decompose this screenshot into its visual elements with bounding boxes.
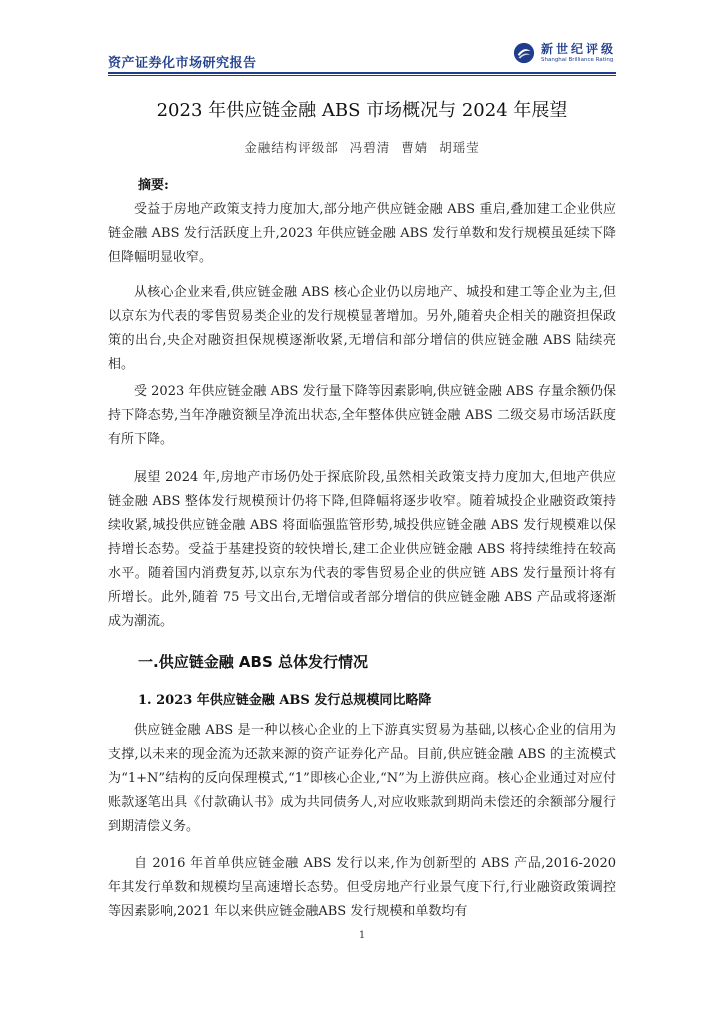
abstract-paragraph: 受益于房地产政策支持力度加大,部分地产供应链金融 ABS 重启,叠加建工企业供应链金融 ABS 发行活跃度上升,2023 年供应链金融 ABS 发行单数和发行规模虽延续下降但降幅明显收窄。 — [108, 202, 616, 265]
page-number: 1 — [358, 930, 366, 941]
abstract-paragraph: 从核心企业来看,供应链金融 ABS 核心企业仍以房地产、城投和建工等企业为主,但以京东为代表的零售贸易类企业的发行规模显著增加。另外,随着央企相关的融资担保政策的出台,央企对融资担保规模逐渐收紧,无增信和部分增信的供应链金融 ABS 陆续亮相。 — [108, 285, 616, 372]
abstract-paragraph: 展望 2024 年,房地产市场仍处于探底阶段,虽然相关政策支持力度加大,但地产供应链金融 ABS 整体发行规模预计仍将下降,但降幅将逐步收窄。随着城投企业融资政策持续收紧,城投供应链金融 ABS 将面临强监管形势,城投供应链金融 ABS 发行规模难以保持增长态势。受益于基建投资的较快增长,建工企业供应链金融 ABS 将持续维持在较高水平。随着国内消费复苏,以京东为代表的零售贸易企业的供应链 ABS 发行量预计将有所增长。此外,随着 75 号文出台,无增信或者部分增信的供应链金融 ABS 产品或将逐渐成为潮流。 — [108, 470, 616, 629]
logo-en-text: Shanghai Brilliance Rating — [540, 57, 614, 63]
subsection-heading: 1. 2023 年供应链金融 ABS 发行总规模同比略降 — [138, 693, 432, 708]
brand-logo-icon — [513, 42, 535, 64]
abstract-label: 摘要: — [138, 178, 169, 193]
logo-cn-text: 新世纪评级 — [540, 42, 616, 56]
body-paragraph: 供应链金融 ABS 是一种以核心企业的上下游真实贸易为基础,以核心企业的信用为支撑,以未来的现金流为还款来源的资产证券化产品。目前,供应链金融 ABS 的主流模式为“1+N”结构的反向保理模式,“1”即核心企业,“N”为上游供应商。核心企业通过对应付账款逐笔出具《付款确认书》成为共同债务人,对应收账款到期尚未偿还的余额部分履行到期清偿义务。 — [108, 723, 616, 834]
abstract-paragraph: 受 2023 年供应链金融 ABS 发行量下降等因素影响,供应链金融 ABS 存量余额仍保持下降态势,当年净融资额呈净流出状态,全年整体供应链金融 ABS 二级交易市场活跃度有所下降。 — [108, 384, 616, 447]
body-paragraph: 自 2016 年首单供应链金融 ABS 发行以来,作为创新型的 ABS 产品,2016-2020 年其发行单数和规模均呈高速增长态势。但受房地产行业景气度下行,行业融资政策调控等因素影响,2021 年以来供应链金融ABS 发行规模和单数均有 — [108, 856, 616, 919]
brand-logo — [513, 38, 616, 68]
header-divider — [108, 72, 616, 74]
page-header — [108, 34, 616, 74]
document-title: 2023 年供应链金融 ABS 市场概况与 2024 年展望 — [156, 100, 568, 121]
header-section-title: 资产证券化市场研究报告 — [108, 56, 257, 71]
header-divider-thin — [108, 75, 616, 76]
document-authors: 金融结构评级部 冯碧清 曹婧 胡瑶莹 — [244, 140, 480, 155]
section-heading: 一.供应链金融 ABS 总体发行情况 — [138, 653, 368, 671]
